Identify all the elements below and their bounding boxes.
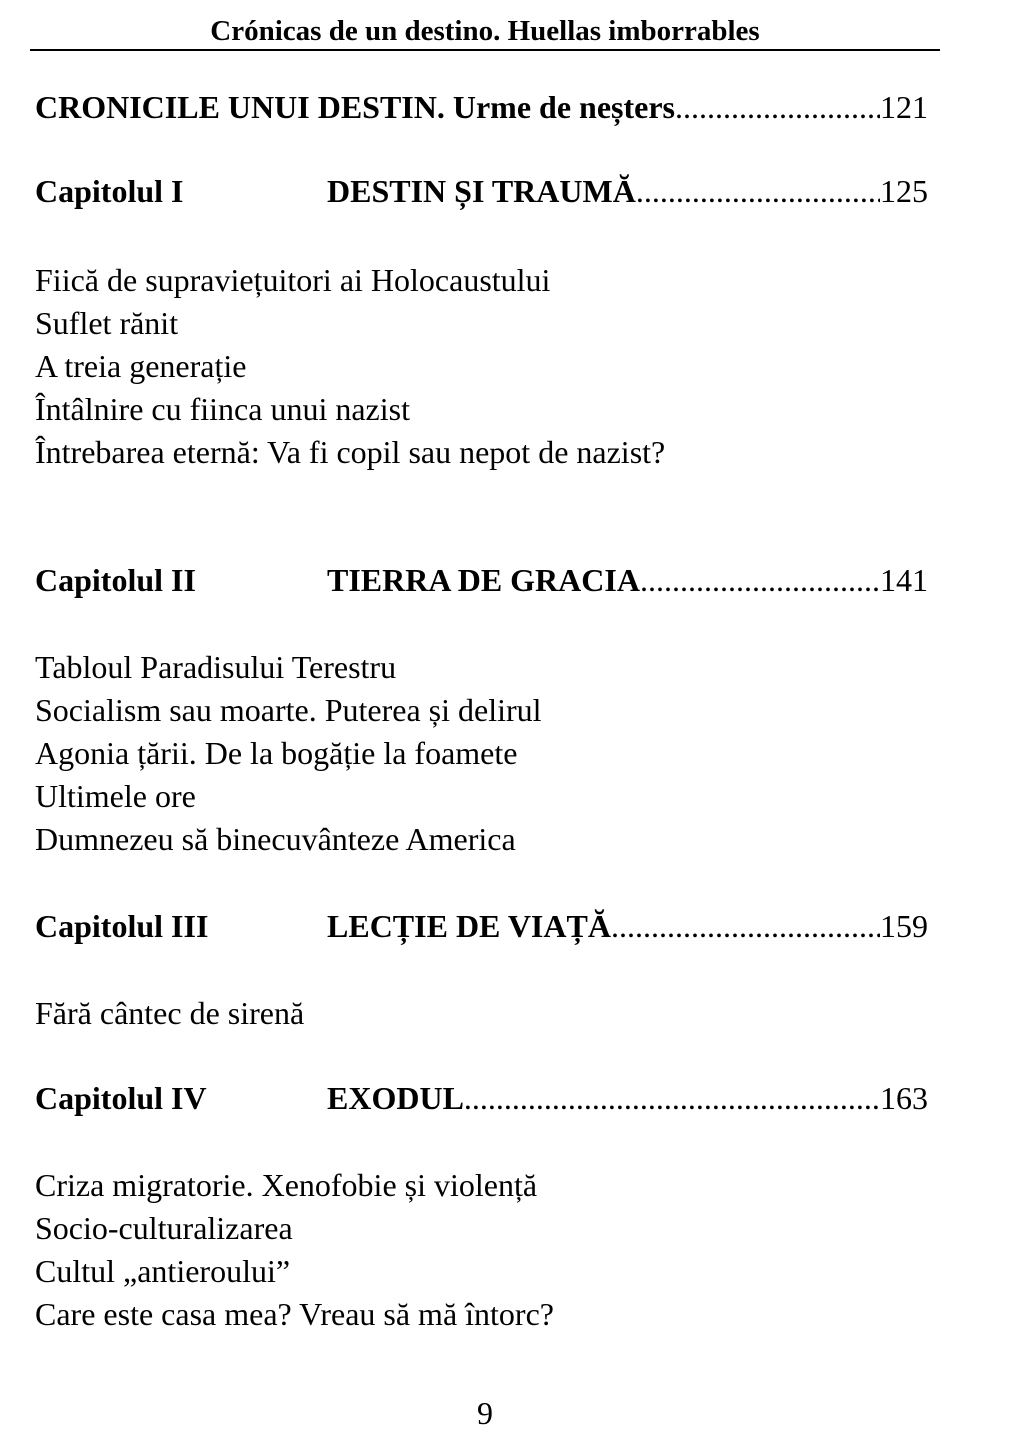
chapter-title: DESTIN ȘI TRAUMĂ: [327, 173, 636, 209]
page-ref: 125: [880, 173, 928, 209]
chapter-title: EXODUL: [327, 1080, 464, 1116]
dot-leader: [611, 904, 880, 948]
toc-subsection: Tabloul Paradisului Terestru: [35, 649, 397, 685]
chapter-label: Capitolul I: [35, 173, 184, 209]
toc-part-entry: [35, 85, 928, 129]
dot-leader: [636, 169, 880, 213]
toc-subsection: Întâlnire cu fiinca unui nazist: [35, 391, 410, 427]
dot-leader: [464, 1076, 880, 1120]
toc-chapter-entry: [35, 1076, 928, 1120]
page-ref: 163: [880, 1080, 928, 1116]
toc-subsection: Dumnezeu să binecuvânteze America: [35, 821, 516, 857]
toc-subsection: Întrebarea eternă: Va fi copil sau nepot de nazist?: [35, 434, 666, 470]
chapter-title: TIERRA DE GRACIA: [327, 562, 640, 598]
chapter-label: Capitolul IV: [35, 1080, 207, 1116]
toc-chapter-entry: [35, 558, 928, 602]
chapter-label: Capitolul III: [35, 908, 209, 944]
page-number: 9: [477, 1395, 493, 1431]
toc-subsection: Socio-culturalizarea: [35, 1210, 293, 1246]
part-title: CRONICILE UNUI DESTIN. Urme de neșters: [35, 89, 675, 125]
running-header: Crónicas de un destino. Huellas imborrables: [210, 15, 760, 47]
toc-subsection: Fără cântec de sirenă: [35, 995, 305, 1031]
toc-subsection: Fiică de supraviețuitori ai Holocaustului: [35, 262, 551, 298]
page-ref: 159: [880, 908, 928, 944]
page-ref: 141: [880, 562, 928, 598]
toc-subsection: Socialism sau moarte. Puterea și delirul: [35, 692, 542, 728]
page-ref: 121: [880, 89, 928, 125]
dot-leader: [640, 558, 880, 602]
toc-subsection: Suflet rănit: [35, 305, 179, 341]
toc-subsection: Agonia țării. De la bogăție la foamete: [35, 735, 518, 771]
chapter-title: LECȚIE DE VIAȚĂ: [327, 908, 611, 944]
toc-subsection: Criza migratorie. Xenofobie și violență: [35, 1167, 538, 1203]
toc-subsection: Ultimele ore: [35, 778, 196, 814]
dot-leader: [675, 85, 880, 129]
toc-subsection: A treia generație: [35, 348, 247, 384]
header-rule: [30, 49, 940, 51]
toc-chapter-entry: [35, 904, 928, 948]
toc-subsection: Care este casa mea? Vreau să mă întorc?: [35, 1296, 554, 1332]
chapter-label: Capitolul II: [35, 562, 196, 598]
toc-subsection: Cultul „antieroului”: [35, 1253, 291, 1289]
toc-chapter-entry: [35, 169, 928, 213]
